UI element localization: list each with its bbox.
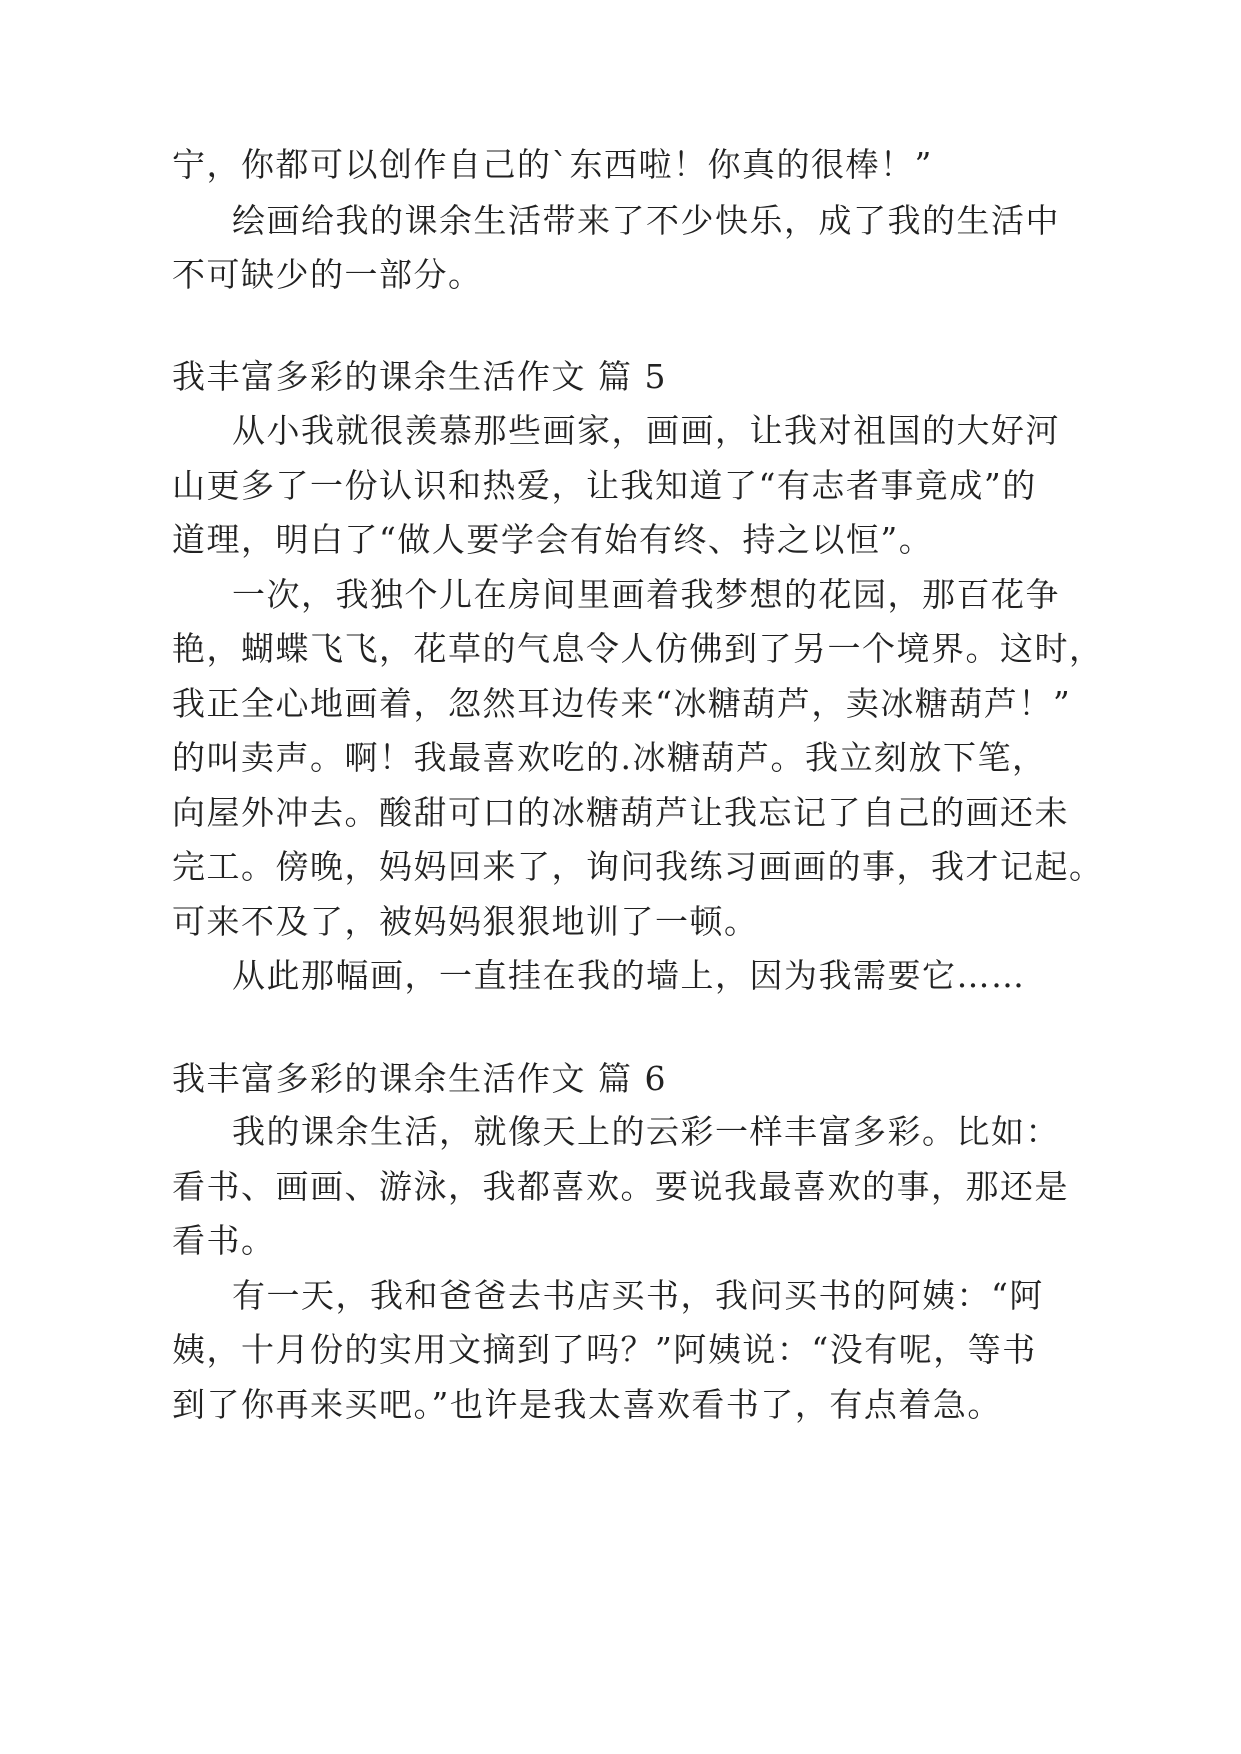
paragraph-line: 姨，十月份的实用文摘到了吗？”阿姨说：“没有呢，等书 xyxy=(172,1330,1037,1369)
paragraph-line: 不可缺少的一部分。 xyxy=(172,255,483,294)
paragraph-line: 看书、画画、游泳，我都喜欢。要说我最喜欢的事，那还是 xyxy=(172,1167,1069,1206)
paragraph-line: 有一天，我和爸爸去书店买书，我问买书的阿姨：“阿 xyxy=(232,1276,1044,1315)
paragraph-line: 从此那幅画，一直挂在我的墙上，因为我需要它…… xyxy=(232,956,1026,995)
paragraph-line: 艳，蝴蝶飞飞，花草的气息令人仿佛到了另一个境界。这时， xyxy=(172,629,1104,668)
paragraph-line: 我正全心地画着，忽然耳边传来“冰糖葫芦，卖冰糖葫芦！” xyxy=(172,684,1072,723)
paragraph-line: 看书。 xyxy=(172,1221,276,1260)
paragraph-line: 完工。傍晚，妈妈回来了，询问我练习画画的事，我才记起。 xyxy=(172,847,1104,886)
section-heading: 我丰富多彩的课余生活作文 篇 6 xyxy=(172,1059,667,1098)
paragraph-line: 宁，你都可以创作自己的`东西啦！你真的很棒！” xyxy=(172,145,933,184)
paragraph-line: 到了你再来买吧。”也许是我太喜欢看书了，有点着急。 xyxy=(172,1385,1002,1424)
paragraph-line: 道理，明白了“做人要学会有始有终、持之以恒”。 xyxy=(172,520,934,559)
paragraph-line: 我的课余生活，就像天上的云彩一样丰富多彩。比如： xyxy=(232,1112,1060,1151)
paragraph-line: 从小我就很羡慕那些画家，画画，让我对祖国的大好河 xyxy=(232,411,1060,450)
paragraph-line: 向屋外冲去。酸甜可口的冰糖葫芦让我忘记了自己的画还未 xyxy=(172,793,1069,832)
paragraph-line: 绘画给我的课余生活带来了不少快乐，成了我的生活中 xyxy=(232,201,1060,240)
paragraph-line: 一次，我独个儿在房间里画着我梦想的花园，那百花争 xyxy=(232,575,1060,614)
paragraph-line: 山更多了一份认识和热爱，让我知道了“有志者事竟成”的 xyxy=(172,466,1037,505)
paragraph-line: 的叫卖声。啊！我最喜欢吃的.冰糖葫芦。我立刻放下笔， xyxy=(172,738,1047,777)
paragraph-line: 可来不及了，被妈妈狠狠地训了一顿。 xyxy=(172,902,759,941)
section-heading: 我丰富多彩的课余生活作文 篇 5 xyxy=(172,357,667,396)
